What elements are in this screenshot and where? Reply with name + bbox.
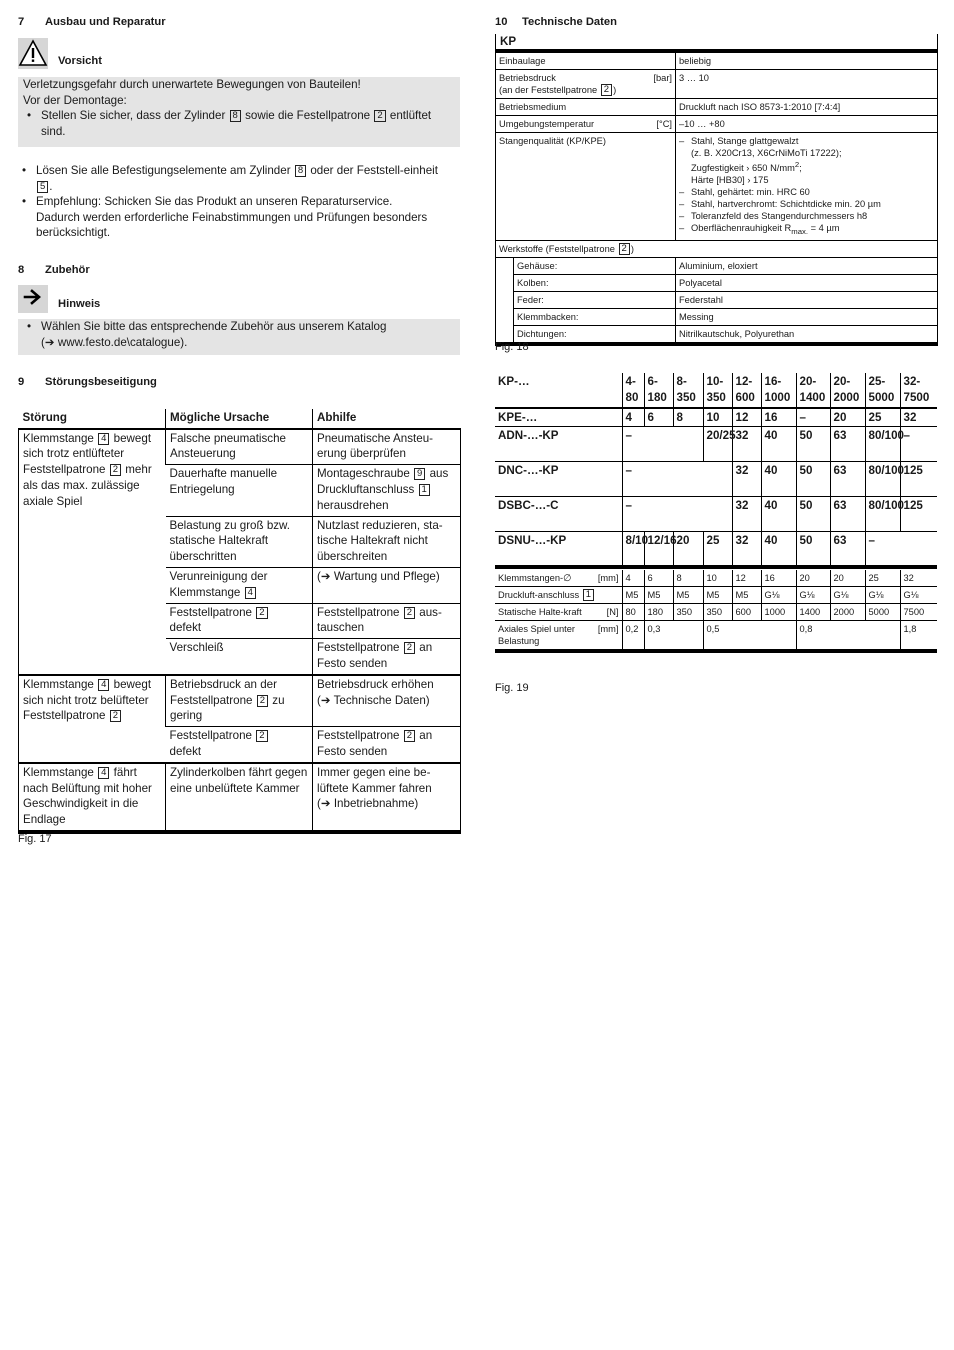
remedy-cell: Nutzlast reduzieren, sta-tische Haltekraft nicht überschreiten [313, 516, 461, 567]
table-cell: – [796, 408, 830, 427]
table-row [495, 427, 937, 462]
list-item: • Lösen Sie alle Befestigungselemente am Zylinder 8 oder der Feststell-einheit 5 . [18, 163, 448, 194]
remedy-cell: (➔ Wartung und Pflege) [313, 567, 461, 603]
table-cell: G⅛ [865, 587, 900, 604]
cause-cell: Feststellpatrone 2 defekt [166, 603, 313, 639]
param-label: Klemmbacken: [514, 308, 676, 325]
cause-cell: Verschleiß [166, 639, 313, 675]
param-label: Betriebsmedium [496, 99, 676, 116]
table-header-row [19, 409, 461, 429]
table-title: KP [496, 34, 938, 51]
param-label: Stangenqualität (KP/KPE) [496, 133, 676, 241]
warning-box [18, 77, 460, 147]
table-row [495, 462, 937, 497]
table-cell: 80 [622, 604, 644, 621]
param-label: Umgebungstemperatur [°C] [496, 116, 676, 133]
cause-cell: Belastung zu groß bzw. statische Haltekraft überschritten [166, 516, 313, 567]
arrow-right-icon: ➔ [320, 693, 331, 707]
table-cell: 63 [830, 427, 865, 462]
row-label: Axiales Spiel unter Belastung [mm] [495, 621, 622, 652]
row-label: DNC-…-KP [495, 462, 622, 497]
table-cell: M5 [732, 587, 761, 604]
row-label: ADN-…-KP [495, 427, 622, 462]
param-label: Feder: [514, 291, 676, 308]
table-row [496, 99, 938, 116]
table-cell: 12/16 [644, 532, 673, 567]
table-cell: 25 [703, 532, 732, 567]
note-label: Hinweis [58, 298, 101, 310]
table-row [495, 532, 937, 567]
table-cell: 20 [673, 532, 703, 567]
table-row [496, 308, 938, 325]
table-cell: – [622, 497, 732, 532]
param-label: Werkstoffe (Feststellpatrone 2 ) [496, 240, 938, 257]
table-row [496, 240, 938, 257]
table-row [495, 408, 937, 427]
table-cell: 16 [761, 570, 796, 587]
cause-cell: Falsche pneumatische Ansteuerung [166, 429, 313, 465]
param-value: Aluminium, eloxiert [676, 257, 938, 274]
table-cell: 125 [900, 462, 937, 497]
param-value: Messing [676, 308, 938, 325]
arrow-right-icon [18, 285, 48, 313]
table-cell: 2000 [830, 604, 865, 621]
param-label: Einbaulage [496, 51, 676, 70]
table-cell: 5000 [865, 604, 900, 621]
table-row [495, 373, 937, 408]
table-row [495, 497, 937, 532]
table-cell: 40 [761, 427, 796, 462]
table-cell: M5 [703, 587, 732, 604]
row-label: KPE-… [495, 408, 622, 427]
arrow-right-icon: ➔ [320, 569, 331, 583]
table-row [495, 604, 937, 621]
cause-cell: Feststellpatrone 2 defekt [166, 727, 313, 763]
figure-caption: Fig. 17 [18, 833, 52, 845]
table-row [496, 51, 938, 70]
table-cell: 0,3 [644, 621, 703, 652]
column-header: Abhilfe [313, 409, 461, 429]
param-label: Gehäuse: [514, 257, 676, 274]
param-value [676, 133, 938, 241]
table-cell: M5 [673, 587, 703, 604]
param-value: beliebig [676, 51, 938, 70]
table-cell: 32-7500 [900, 373, 937, 408]
table-cell: M5 [644, 587, 673, 604]
table-cell: 25 [865, 570, 900, 587]
table-cell: 12-600 [732, 373, 761, 408]
table-cell: 6 [644, 570, 673, 587]
table-cell: 180 [644, 604, 673, 621]
fault-cell: Klemmstange 4 fährt nach Belüftung mit hoher Geschwindigkeit in die Endlage [19, 763, 166, 832]
table-cell: 6-180 [644, 373, 673, 408]
table-cell: 350 [673, 604, 703, 621]
troubleshooting-table [18, 409, 461, 834]
table-cell: 16-1000 [761, 373, 796, 408]
cause-cell: Verunreinigung der Klemmstange 4 [166, 567, 313, 603]
table-cell: 32 [732, 497, 761, 532]
param-value: 3 … 10 [676, 70, 938, 99]
table-cell: 10-350 [703, 373, 732, 408]
table-cell: 8 [673, 408, 703, 427]
table-cell: G⅛ [761, 587, 796, 604]
table-row [496, 116, 938, 133]
table-cell: 63 [830, 497, 865, 532]
table-cell: 20-1400 [796, 373, 830, 408]
remedy-cell: Pneumatische Ansteu-erung überprüfen [313, 429, 461, 465]
table-row [496, 274, 938, 291]
section-8-heading: 8 Zubehör [18, 264, 90, 276]
param-label: Dichtungen: [514, 325, 676, 344]
table-row [19, 675, 461, 727]
note-box [18, 319, 460, 355]
table-cell: M5 [622, 587, 644, 604]
list-item: • Empfehlung: Schicken Sie das Produkt an unseren Reparaturservice. Dadurch werden erforderliche Feinabstimmungen und Prüfungen besonders berücksichtigt. [18, 194, 448, 241]
table-cell: 4 [622, 408, 644, 427]
column-header: Störung [19, 409, 166, 429]
table-cell: 0,8 [796, 621, 900, 652]
technical-data-table [495, 34, 938, 346]
table-row [496, 291, 938, 308]
remedy-cell: Feststellpatrone 2 an Festo senden [313, 727, 461, 763]
param-value: –10 … +80 [676, 116, 938, 133]
param-value: Nitrilkautschuk, Polyurethan [676, 325, 938, 344]
warning-text: Verletzungsgefahr durch unerwartete Bewegungen von Bauteilen! [23, 78, 361, 91]
table-cell: 50 [796, 462, 830, 497]
table-cell: 6 [644, 408, 673, 427]
row-label: Statische Halte-kraft [N] [495, 604, 622, 621]
remedy-cell: Montageschraube 9 aus Druckluftanschluss 1 herausdrehen [313, 465, 461, 516]
row-label: DSBC-…-C [495, 497, 622, 532]
param-value: Polyacetal [676, 274, 938, 291]
table-cell: 50 [796, 532, 830, 567]
row-label: Klemmstangen-∅ [mm] [495, 570, 622, 587]
table-cell: 32 [900, 570, 937, 587]
fault-cell: Klemmstange 4 bewegt sich trotz entlüfteter Feststellpatrone 2 mehr als das max. zulässige axiale Spiel [19, 429, 166, 675]
section-9-heading: 9 Störungsbeseitigung [18, 376, 157, 388]
table-cell: 20 [830, 570, 865, 587]
table-cell: 80/100 [865, 497, 900, 532]
row-label: KP-… [495, 373, 622, 408]
list-item: – Toleranzfeld des Stangendurchmessers h8 [679, 210, 934, 222]
param-label: Kolben: [514, 274, 676, 291]
table-cell: 20/25 [703, 427, 732, 462]
table-cell: 8/10 [622, 532, 644, 567]
table-cell: 16 [761, 408, 796, 427]
table-cell: 25 [865, 408, 900, 427]
table-cell: G⅛ [796, 587, 830, 604]
table-cell: 40 [761, 532, 796, 567]
table-cell: 4 [622, 570, 644, 587]
table-cell: 80/100 [865, 427, 900, 462]
table-cell: 25-5000 [865, 373, 900, 408]
table-cell: 20 [830, 408, 865, 427]
table-cell: 125 [900, 497, 937, 532]
table-cell: 32 [732, 532, 761, 567]
cause-cell: Betriebsdruck an der Feststellpatrone 2 zu gering [166, 675, 313, 727]
table-row [496, 325, 938, 344]
table-cell: 4-80 [622, 373, 644, 408]
warning-triangle-icon [18, 38, 48, 69]
type-compatibility-table [495, 373, 937, 569]
table-cell: 8 [673, 570, 703, 587]
size-data-table [495, 570, 937, 653]
list-item: – Oberflächenrauhigkeit $R_{max.} = 4$ µm [679, 222, 934, 238]
remedy-cell: Feststellpatrone 2 aus-tauschen [313, 603, 461, 639]
remedy-cell: Immer gegen eine be-lüftete Kammer fahren (➔ Inbetriebnahme) [313, 763, 461, 832]
param-value: Federstahl [676, 291, 938, 308]
table-cell: 32 [732, 462, 761, 497]
list-item: – Stahl, gehärtet: min. HRC 60 [679, 186, 934, 198]
table-cell: 1,8 [900, 621, 937, 652]
table-cell: 20-2000 [830, 373, 865, 408]
table-cell: 32 [732, 427, 761, 462]
row-label: Druckluft-anschluss 1 [495, 587, 622, 604]
table-cell: 40 [761, 497, 796, 532]
table-cell: 600 [732, 604, 761, 621]
table-cell: 10 [703, 570, 732, 587]
table-row [495, 587, 937, 604]
note-text: • Wählen Sie bitte das entsprechende Zubehör aus unserem Katalog (➔ www.festo.de\catalogue). [23, 319, 454, 350]
param-value: Druckluft nach ISO 8573-1:2010 [7:4:4] [676, 99, 938, 116]
table-cell: 20 [796, 570, 830, 587]
row-label: DSNU-…-KP [495, 532, 622, 567]
table-row [496, 70, 938, 99]
table-cell: 50 [796, 497, 830, 532]
table-cell: 8-350 [673, 373, 703, 408]
table-cell: 32 [900, 408, 937, 427]
table-row [495, 570, 937, 587]
warning-text: Vor der Demontage: [23, 93, 127, 107]
table-cell: 0,5 [703, 621, 796, 652]
table-header-row [496, 34, 938, 51]
fault-cell: Klemmstange 4 bewegt sich nicht trotz belüfteter Feststellpatrone 2 [19, 675, 166, 763]
table-cell: 1000 [761, 604, 796, 621]
table-cell: 1400 [796, 604, 830, 621]
figure-caption: Fig. 19 [495, 682, 529, 694]
table-cell: 63 [830, 532, 865, 567]
table-row [19, 763, 461, 832]
table-cell: 350 [703, 604, 732, 621]
table-cell: – [900, 427, 937, 462]
arrow-right-icon: ➔ [44, 335, 55, 349]
table-cell: 50 [796, 427, 830, 462]
figure-caption: Fig. 18 [495, 341, 529, 353]
list-item: – Stahl, Stange glattgewalzt (z. B. X20Cr13, X6CrNiMoTi 17222); Zugfestigkeit › 650 $N/mm^2$; Härte [HB30] › 175 [679, 135, 934, 186]
warning-label: Vorsicht [58, 55, 102, 67]
section-10-heading: 10 Technische Daten [495, 16, 617, 28]
table-cell: 40 [761, 462, 796, 497]
table-row [495, 621, 937, 652]
section-7-heading: 7 Ausbau und Reparatur [18, 16, 166, 28]
list-item: – Stahl, hartverchromt: Schichtdicke min. 20 µm [679, 198, 934, 210]
table-cell: G⅛ [830, 587, 865, 604]
table-cell: 12 [732, 408, 761, 427]
table-cell: 12 [732, 570, 761, 587]
table-cell: 63 [830, 462, 865, 497]
table-cell: 7500 [900, 604, 937, 621]
table-cell: – [622, 427, 703, 462]
table-cell: 10 [703, 408, 732, 427]
table-cell: G⅛ [900, 587, 937, 604]
table-cell: 80/100 [865, 462, 900, 497]
column-header: Mögliche Ursache [166, 409, 313, 429]
remedy-cell: Feststellpatrone 2 an Festo senden [313, 639, 461, 675]
param-label: Betriebsdruck [bar] (an der Feststellpatrone 2 ) [496, 70, 676, 99]
table-row [19, 429, 461, 465]
table-row [496, 133, 938, 241]
table-row [496, 257, 938, 274]
cause-cell: Zylinderkolben fährt gegen eine unbelüftete Kammer [166, 763, 313, 832]
table-cell: – [622, 462, 732, 497]
warning-bullet: • Stellen Sie sicher, dass der Zylinder 8 sowie die Festellpatrone 2 entlüftet sind. [23, 108, 454, 139]
arrow-right-icon: ➔ [320, 797, 331, 811]
cause-cell: Dauerhafte manuelle Entriegelung [166, 465, 313, 516]
remedy-cell: Betriebsdruck erhöhen (➔ Technische Daten) [313, 675, 461, 727]
table-cell: – [865, 532, 937, 567]
table-cell: 0,2 [622, 621, 644, 652]
